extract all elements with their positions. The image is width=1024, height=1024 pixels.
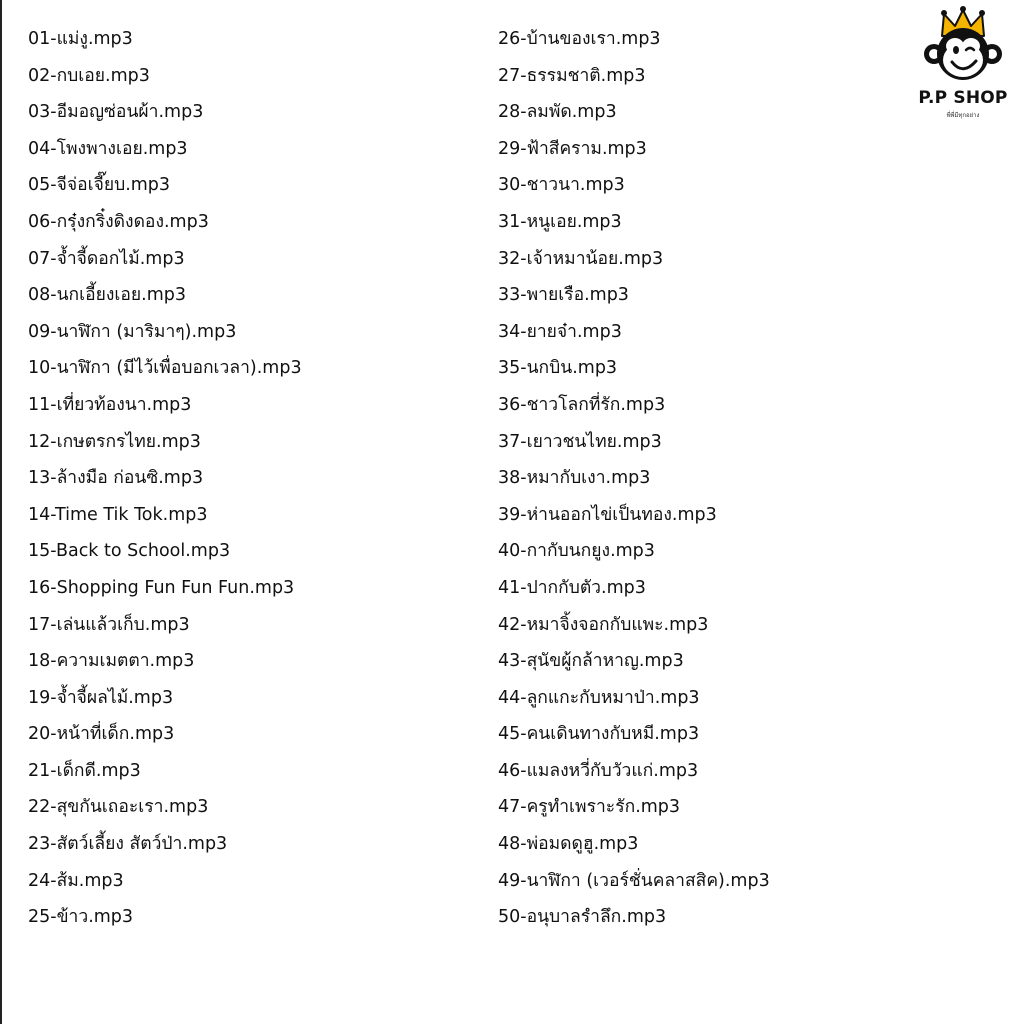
track-item: 27-ธรรมชาติ.mp3 — [498, 65, 646, 86]
track-item: 01-แม่งู.mp3 — [28, 29, 133, 49]
track-item: 40-กากับนกยูง.mp3 — [498, 541, 655, 562]
track-item: 20-หน้าที่เด็ก.mp3 — [28, 724, 175, 745]
track-item: 19-จ้ำจี้ผลไม้.mp3 — [28, 687, 174, 708]
track-item: 09-นาฬิกา (มาริมาๆ).mp3 — [28, 321, 237, 342]
track-item: 42-หมาจิ้งจอกกับแพะ.mp3 — [498, 614, 709, 635]
track-item: 31-หนูเอย.mp3 — [498, 211, 622, 232]
track-item: 30-ชาวนา.mp3 — [498, 175, 625, 196]
left-border-line — [0, 0, 2, 1024]
track-item: 24-ส้ม.mp3 — [28, 870, 124, 891]
track-item: 46-แมลงหวี่กับวัวแก่.mp3 — [498, 760, 699, 781]
track-item: 26-บ้านของเรา.mp3 — [498, 29, 661, 49]
track-item: 06-กรุ๋งกริ๋งดิงดอง.mp3 — [28, 211, 209, 232]
logo-title: P.P SHOP — [918, 88, 1008, 108]
track-list-left — [28, 26, 468, 941]
track-item: 07-จ้ำจี้ดอกไม้.mp3 — [28, 248, 185, 269]
track-item: 34-ยายจ๋า.mp3 — [498, 321, 622, 342]
track-item: 41-ปากกับตัว.mp3 — [498, 577, 646, 598]
track-item: 39-ห่านออกไข่เป็นทอง.mp3 — [498, 504, 717, 525]
track-item: 36-ชาวโลกที่รัก.mp3 — [498, 394, 666, 415]
track-item: 03-อีมอญซ่อนผ้า.mp3 — [28, 102, 204, 123]
track-item: 21-เด็กดี.mp3 — [28, 760, 141, 781]
track-item: 43-สุนัขผู้กล้าหาญ.mp3 — [498, 651, 684, 672]
track-list-right — [498, 26, 898, 941]
track-item: 18-ความเมตตา.mp3 — [28, 651, 195, 672]
track-item: 32-เจ้าหมาน้อย.mp3 — [498, 248, 664, 269]
track-item: 14-Time Tik Tok.mp3 — [28, 504, 208, 525]
track-item: 12-เกษตรกรไทย.mp3 — [28, 431, 201, 452]
monkey-with-crown-icon — [922, 6, 1004, 88]
track-item: 17-เล่นแล้วเก็บ.mp3 — [28, 614, 190, 635]
track-item: 04-โพงพางเอย.mp3 — [28, 138, 188, 159]
pp-shop-logo — [910, 6, 1020, 122]
track-item: 11-เที่ยวท้องนา.mp3 — [28, 394, 192, 415]
track-item: 38-หมากับเงา.mp3 — [498, 468, 651, 489]
track-item: 10-นาฬิกา (มีไว้เพื่อบอกเวลา).mp3 — [28, 358, 302, 379]
track-item: 50-อนุบาลรำลึก.mp3 — [498, 907, 667, 928]
track-item: 29-ฟ้าสีคราม.mp3 — [498, 138, 647, 159]
track-item: 47-ครูทำเพราะรัก.mp3 — [498, 797, 681, 818]
track-item: 44-ลูกแกะกับหมาป่า.mp3 — [498, 687, 700, 708]
track-item: 45-คนเดินทางกับหมี.mp3 — [498, 724, 700, 745]
track-item: 48-พ่อมดดูฮู.mp3 — [498, 834, 639, 855]
track-item: 08-นกเอี้ยงเอย.mp3 — [28, 285, 187, 306]
track-item: 05-จีจ่อเจี๊ยบ.mp3 — [28, 175, 171, 196]
track-item: 15-Back to School.mp3 — [28, 541, 231, 562]
logo-subtitle: พี่พี่มีทุกอย่าง — [946, 112, 980, 119]
track-item: 33-พายเรือ.mp3 — [498, 285, 629, 306]
track-item: 02-กบเอย.mp3 — [28, 65, 150, 86]
track-item: 25-ข้าว.mp3 — [28, 907, 134, 928]
track-item: 35-นกบิน.mp3 — [498, 358, 618, 379]
track-item: 22-สุขกันเถอะเรา.mp3 — [28, 797, 209, 818]
track-item: 13-ล้างมือ ก่อนซิ.mp3 — [28, 468, 204, 489]
track-item: 16-Shopping Fun Fun Fun.mp3 — [28, 577, 295, 598]
track-item: 28-ลมพัด.mp3 — [498, 102, 617, 123]
track-item: 49-นาฬิกา (เวอร์ชั่นคลาสสิค).mp3 — [498, 870, 770, 891]
track-item: 37-เยาวชนไทย.mp3 — [498, 431, 662, 452]
track-item: 23-สัตว์เลี้ยง สัตว์ป่า.mp3 — [28, 834, 228, 855]
